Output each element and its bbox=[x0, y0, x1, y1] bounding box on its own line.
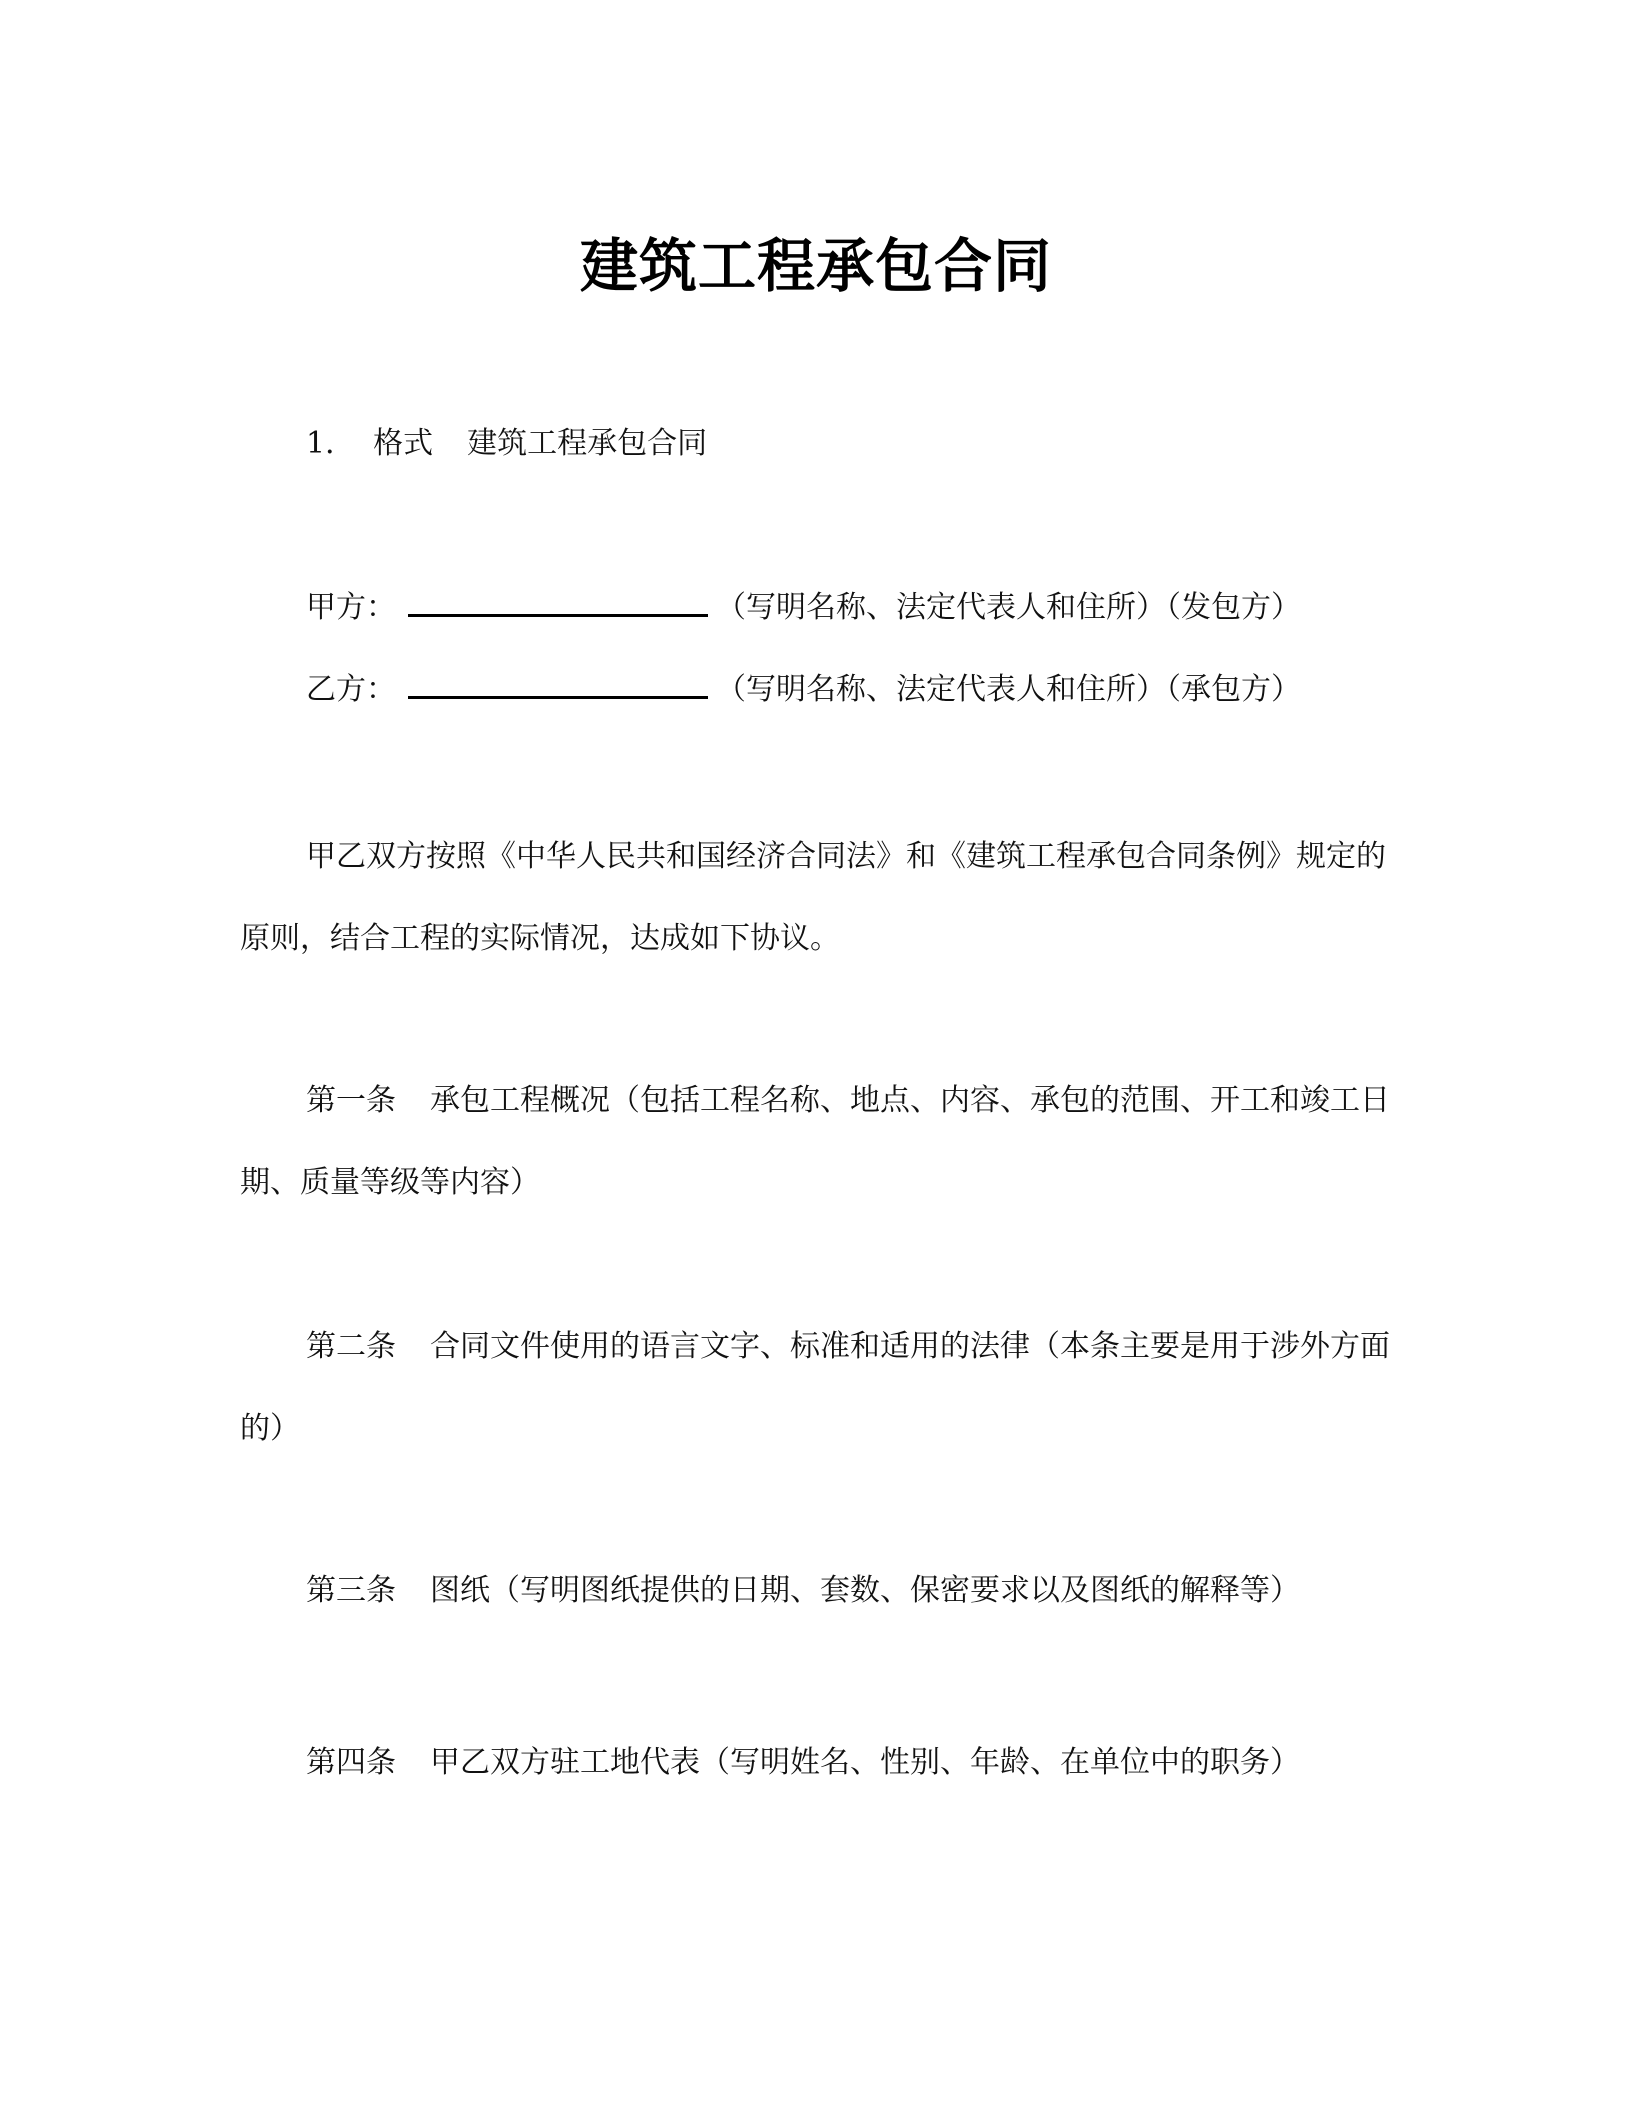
party-b-role: （承包方） bbox=[1166, 672, 1301, 707]
article-4-heading: 第四条 bbox=[306, 1745, 396, 1780]
article-1 bbox=[240, 1060, 1390, 1224]
party-b-line bbox=[306, 670, 1301, 710]
article-2-heading: 第二条 bbox=[306, 1329, 396, 1364]
document-title: 建筑工程承包合同 bbox=[579, 231, 1052, 300]
format-value: 建筑工程承包合同 bbox=[467, 426, 708, 461]
article-3-heading: 第三条 bbox=[306, 1573, 396, 1608]
party-a-line bbox=[306, 588, 1301, 628]
format-number: 1． bbox=[306, 426, 356, 461]
party-b-blank-field[interactable] bbox=[408, 670, 708, 699]
format-line bbox=[306, 424, 707, 464]
article-4-text: 甲乙双方驻工地代表（写明姓名、性别、年龄、在单位中的职务） bbox=[430, 1745, 1300, 1780]
article-3 bbox=[240, 1550, 1390, 1632]
party-a-blank-field[interactable] bbox=[408, 588, 708, 617]
party-a-note: （写明名称、法定代表人和住所） bbox=[716, 590, 1166, 625]
article-2 bbox=[240, 1306, 1390, 1470]
intro-paragraph: 甲乙双方按照《中华人民共和国经济合同法》和《建筑工程承包合同条例》规定的原则，结合工程的实际情况，达成如下协议。 bbox=[240, 839, 1386, 956]
article-2-text: 合同文件使用的语言文字、标准和适用的法律（本条主要是用于涉外方面的） bbox=[240, 1329, 1390, 1446]
article-4 bbox=[240, 1722, 1390, 1804]
party-a-label: 甲方： bbox=[306, 590, 396, 625]
party-a-role: （发包方） bbox=[1166, 590, 1301, 625]
party-b-note: （写明名称、法定代表人和住所） bbox=[716, 672, 1166, 707]
party-b-label: 乙方： bbox=[306, 672, 396, 707]
format-label: 格式 bbox=[373, 426, 434, 461]
article-3-text: 图纸（写明图纸提供的日期、套数、保密要求以及图纸的解释等） bbox=[430, 1573, 1300, 1608]
article-1-text: 承包工程概况（包括工程名称、地点、内容、承包的范围、开工和竣工日期、质量等级等内容） bbox=[240, 1083, 1390, 1200]
article-1-heading: 第一条 bbox=[306, 1083, 396, 1118]
